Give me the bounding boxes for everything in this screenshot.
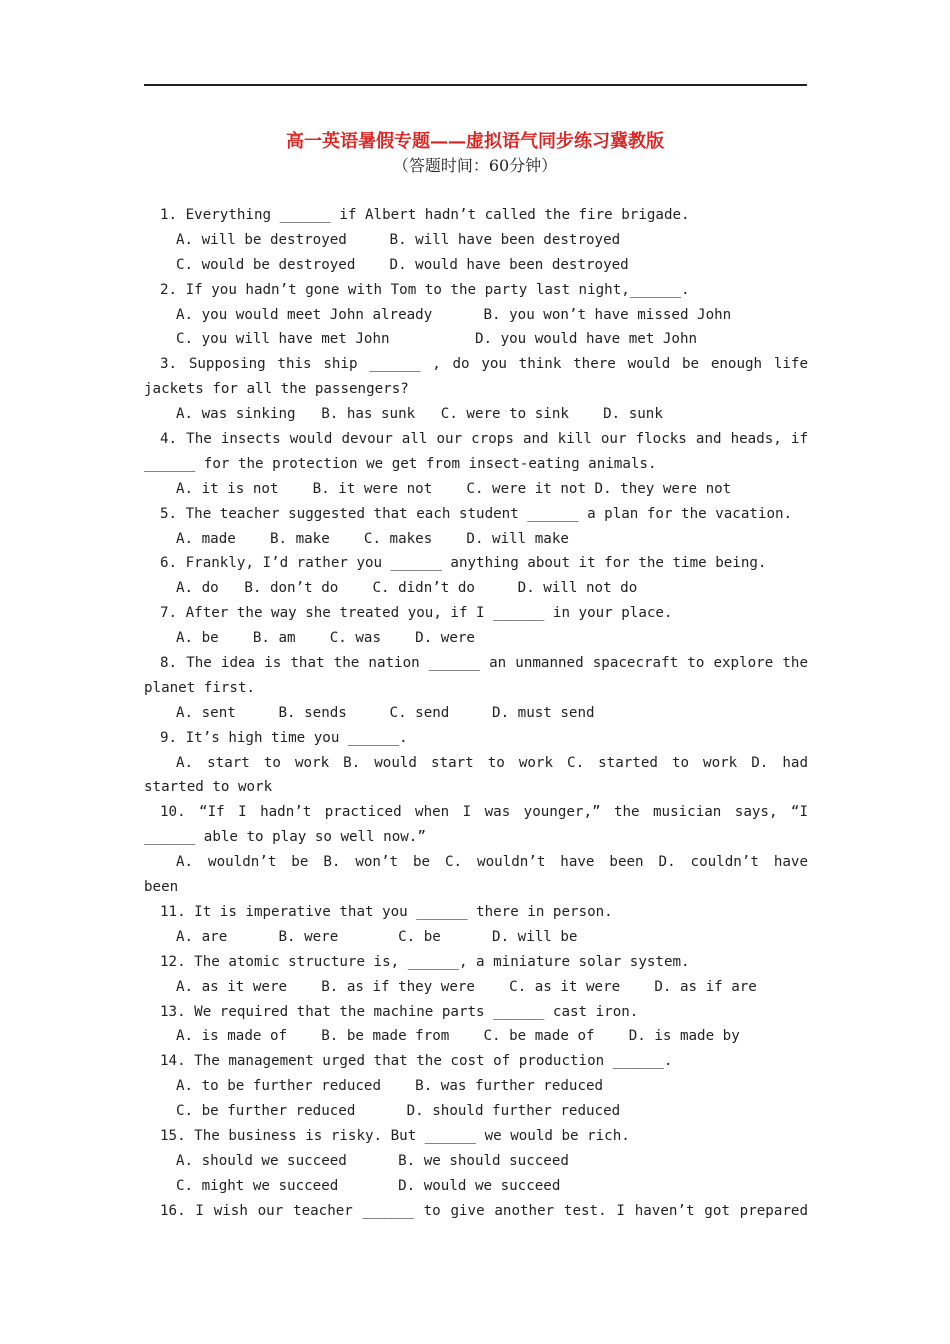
question-line: 14. The management urged that the cost of production ______. (160, 1053, 673, 1070)
question-line: 10. “If I hadn’t practiced when I was younger,” the musician says, “I (160, 804, 808, 821)
answer-options-line: A. sent B. sends C. send D. must send (176, 704, 595, 721)
answer-options-line: A. be B. am C. was D. were (176, 630, 475, 647)
question-line: jackets for all the passengers? (144, 381, 409, 398)
question-line: 3. Supposing this ship ______ , do you think there would be enough life (160, 356, 808, 373)
question-line: ______ for the protection we get from insect-eating animals. (144, 455, 657, 472)
answer-options-line: A. will be destroyed B. will have been destroyed (176, 231, 621, 248)
answer-options-line: A. start to work B. would start to work C. started to work D. had (176, 754, 808, 771)
answer-options-line: A. are B. were C. be D. will be (176, 928, 578, 945)
answer-options-line: A. wouldn’t be B. won’t be C. wouldn’t have been D. couldn’t have (176, 854, 808, 871)
question-line: planet first. (144, 679, 256, 696)
question-line: 12. The atomic structure is, ______, a miniature solar system. (160, 953, 690, 970)
question-list (144, 203, 808, 1224)
question-line: 11. It is imperative that you ______ there in person. (160, 903, 613, 920)
answer-options-line: C. you will have met John D. you would have met John (176, 331, 698, 348)
answer-options-line: A. made B. make C. makes D. will make (176, 530, 569, 547)
answer-options-line: C. might we succeed D. would we succeed (176, 1177, 561, 1194)
question-line: 9. It’s high time you ______. (160, 729, 408, 746)
time-limit-note: （答题时间：60分钟） (392, 156, 558, 175)
question-line: 13. We required that the machine parts ______ cast iron. (160, 1003, 639, 1020)
header-rule (144, 84, 807, 86)
question-line: 5. The teacher suggested that each student ______ a plan for the vacation. (160, 505, 793, 522)
question-line: 16. I wish our teacher ______ to give another test. I haven’t got prepared (160, 1202, 808, 1219)
question-line: 1. Everything ______ if Albert hadn’t called the fire brigade. (160, 207, 690, 223)
answer-options-line: C. be further reduced D. should further reduced (176, 1103, 621, 1120)
question-line: 4. The insects would devour all our crops and kill our flocks and heads, if (160, 431, 808, 448)
question-line: 8. The idea is that the nation ______ an unmanned spacecraft to explore the (160, 655, 808, 672)
answer-options-line: A. as it were B. as if they were C. as it were D. as if are (176, 978, 757, 995)
answer-options-line: A. was sinking B. has sunk C. were to sink D. sunk (176, 406, 663, 423)
question-line: 6. Frankly, I’d rather you ______ anything about it for the time being. (160, 555, 767, 572)
answer-options-line: C. would be destroyed D. would have been destroyed (176, 256, 629, 273)
answer-options-line: A. it is not B. it were not C. were it not D. they were not (176, 480, 732, 497)
answer-options-line: A. do B. don’t do C. didn’t do D. will not do (176, 580, 638, 597)
question-line: ______ able to play so well now.” (144, 829, 426, 846)
answer-options-line: A. is made of B. be made from C. be made of D. is made by (176, 1028, 740, 1045)
answer-options-line: A. to be further reduced B. was further reduced (176, 1078, 604, 1095)
question-line: been (144, 879, 179, 896)
answer-options-line: A. you would meet John already B. you won’t have missed John (176, 306, 732, 323)
question-line: 15. The business is risky. But ______ we would be rich. (160, 1127, 630, 1144)
question-line: 2. If you hadn’t gone with Tom to the party last night,______. (160, 281, 690, 298)
answer-options-line: A. should we succeed B. we should succeed (176, 1152, 569, 1169)
question-line: started to work (144, 779, 273, 796)
page-title: 高一英语暑假专题——虚拟语气同步练习冀教版 (286, 131, 664, 152)
question-line: 7. After the way she treated you, if I ______ in your place. (160, 605, 673, 622)
